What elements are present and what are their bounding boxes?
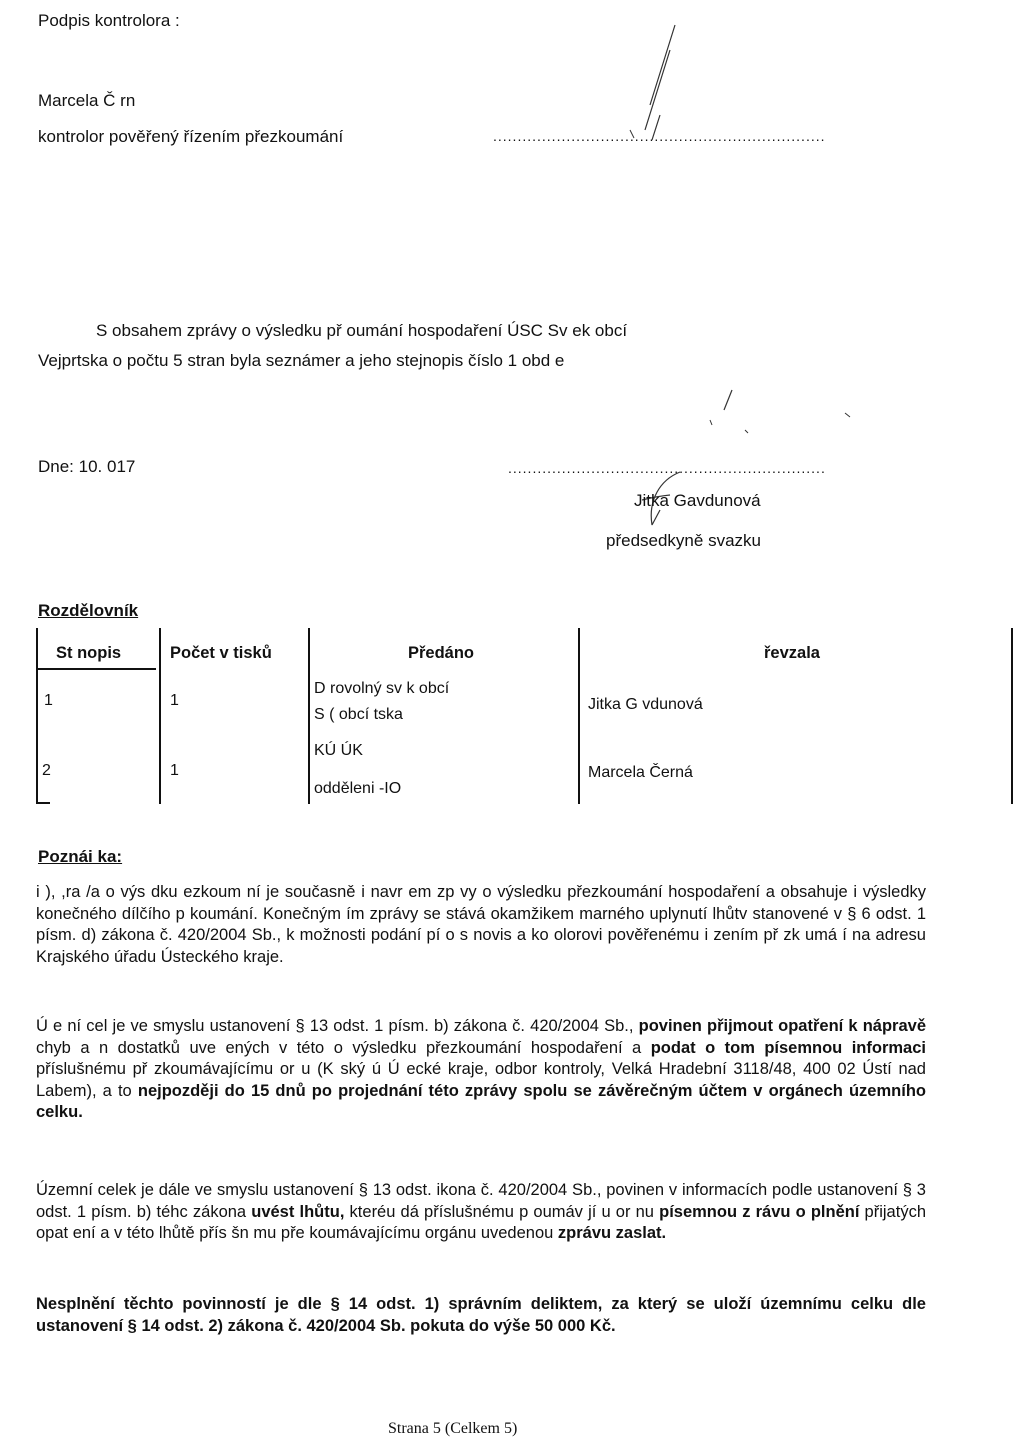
row-received: Jitka G vdunová [588, 696, 703, 713]
distribution-title: Rozdělovník [38, 601, 139, 620]
p2-text-c: chyb a n dostatků uve ených v této o výsledku přezkoumání hospodaření a [36, 1038, 651, 1057]
p2-bold-d: podat o tom písemnou informaci [650, 1038, 926, 1057]
note-paragraph-1 [36, 882, 926, 968]
page-number: Strana 5 (Celkem 5) [388, 1420, 518, 1437]
p2-bold-b: povinen přijmout opatření k nápravě [638, 1017, 926, 1035]
row-received: Marcela Černá [588, 764, 693, 781]
chairwoman-name: Jitka Gavdunová [634, 491, 761, 510]
note-title: Poznái ka: [38, 847, 123, 866]
p3-bold-b: uvést lhůtu, [251, 1202, 345, 1221]
row-handed-2: odděleni -IO [314, 780, 402, 797]
acknowledgement-date: Dne: 10. 017 [38, 457, 136, 476]
header-count: Počet v tisků [170, 644, 272, 662]
header-received: řevzala [764, 644, 820, 662]
row-count: 1 [170, 762, 179, 779]
header-copy: St nopis [56, 644, 122, 662]
p2-bold-f: nejpozději do 15 dnů po projednání této zprávy spolu se závěrečným účtem v orgánech územního celku. [36, 1081, 926, 1121]
controller-signature-line: .................................................................... [493, 128, 826, 144]
acknowledgement-signature-line: ................................................................. [508, 460, 826, 476]
note-paragraph-2 [36, 1016, 926, 1124]
note-paragraph-4 [36, 1294, 926, 1337]
row-count: 1 [170, 692, 179, 709]
note-paragraph-3 [36, 1180, 926, 1245]
p3-bold-f: zprávu zaslat. [557, 1224, 667, 1242]
note-paragraph-4-text: Nesplnění těchto povinností je dle § 14 odst. 1) správním deliktem, za který se uloží územnímu celku dle ustanovení § 14 odst. 2) zákona č. 420/2004 Sb. pokuta do výše 50 000 Kč. [36, 1295, 926, 1335]
note-paragraph-1-text: i ), ,ra /a o výs dku ezkoum ní je současně i navr em zp vy o výsledku přezkoumání hospodaření a obsahuje i výsledky konečného dílčího p koumání. Konečným ím zprávy se stává okamžikem marného uplynutí lhůtv stanovené v § 6 odst. 1 písm. d) zákona č. 420/2004 Sb., k možnosti podání pí o s novis a ko olorovi pověřenému i zením př zk umá í na adresu Krajského úřadu Ústeckého kraje. [36, 883, 926, 966]
row-handed-1: D rovolný sv k obcí [314, 680, 450, 697]
controller-role: kontrolor pověřený řízením přezkoumání [38, 127, 344, 146]
acknowledgement-line-2: Vejprtska o počtu 5 stran byla seznámer a jeho stejnopis číslo 1 obd e [38, 351, 565, 370]
row-handed-1: KÚ ÚK [314, 742, 363, 759]
row-copy: 2 [42, 762, 51, 779]
p3-text-a: Územní celek je dále ve smyslu ustanovení § 13 odst. ikona č. 420/2004 Sb., povinen v informacích podle ustanovení § 3 odst. 1 písm. b) téhc zákona [36, 1181, 926, 1221]
controller-signature-label: Podpis kontrolora : [38, 11, 180, 30]
acknowledgement-stamp-marks [700, 385, 860, 445]
controller-name: Marcela Č rn [38, 91, 136, 110]
row-copy: 1 [44, 692, 53, 709]
row-handed-2: S ( obcí tska [314, 706, 403, 723]
controller-signature-mark [590, 20, 690, 150]
p3-text-e: přijatých opat ení a v této lhůtě přís šn mu pře koumávajícímu orgánu uvedenou [36, 1202, 926, 1242]
p3-text-c: kteréu dá příslušnému p oumáv jí u or nu [344, 1202, 660, 1221]
p3-bold-d: písemnou z rávu o plnění [659, 1202, 860, 1221]
chairwoman-role: předsedkyně svazku [606, 531, 761, 550]
header-handed: Předáno [408, 644, 475, 662]
p2-text-a: Ú e ní cel je ve smyslu ustanovení § 13 odst. 1 písm. b) zákona č. 420/2004 Sb., [36, 1017, 639, 1035]
p2-text-e: příslušnému př zkoumávajícímu or u (K ský ú Ú ecké kraje, odbor kontroly, Velká Hradební 3118/48, 400 02 Ústí nad Labem), a to [36, 1060, 926, 1100]
acknowledgement-line-1: S obsahem zprávy o výsledku př oumání hospodaření ÚSC Sv ek obcí [96, 321, 628, 340]
